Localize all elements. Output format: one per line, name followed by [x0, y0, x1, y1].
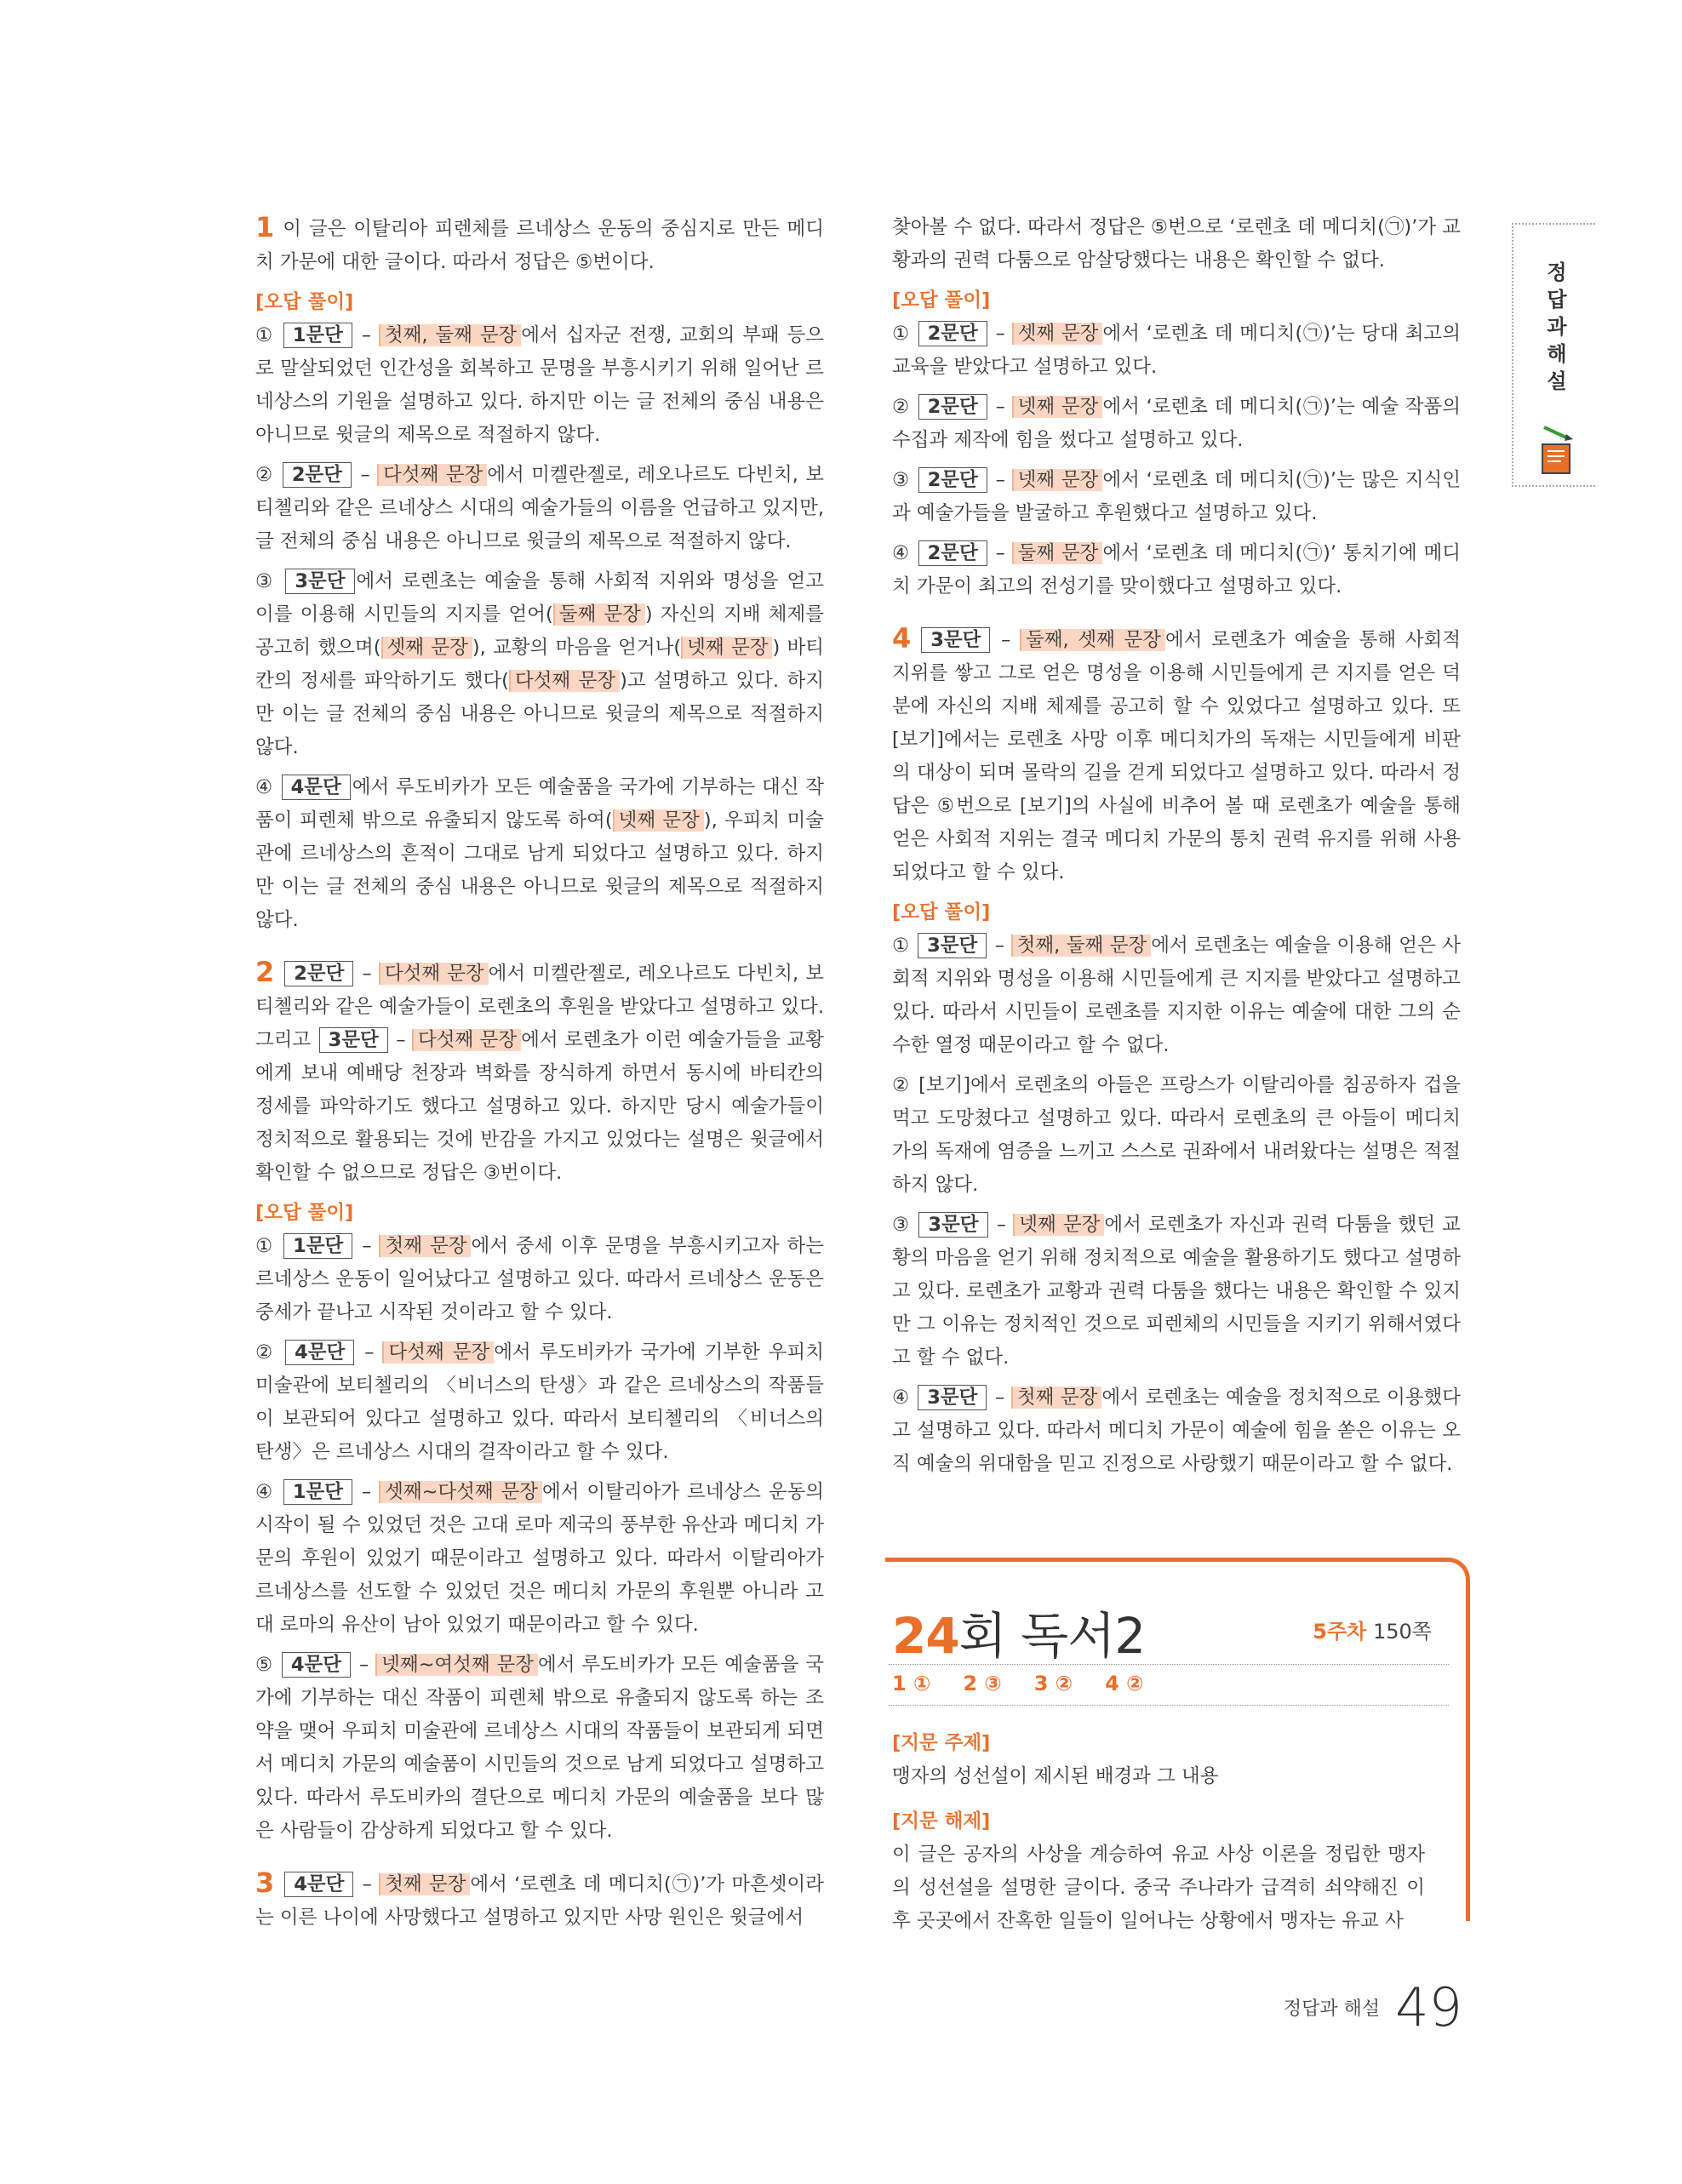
- explain-heading: [지문 해제]: [892, 1810, 991, 1832]
- paragraph-tag: 3문단: [319, 1027, 388, 1053]
- paragraph-tag: 1문단: [283, 1479, 352, 1505]
- paragraph-tag: 2문단: [918, 540, 987, 566]
- sentence-highlight: 셋째 문장: [381, 637, 472, 659]
- q3-item-4: ④ 2문단 – 둘째 문장 에서 ‘로렌초 데 메디치(㉠)’ 통치기에 메디치 가문이 최고의 전성기를 맞이했다고 설명하고 있다.: [892, 542, 1462, 597]
- wrong-answer-heading: [오답 풀이]: [892, 289, 991, 312]
- page-number: 49: [1395, 1976, 1462, 2038]
- sentence-highlight: 넷째 문장: [613, 809, 704, 832]
- paragraph-tag: 3문단: [918, 933, 987, 958]
- paragraph-tag: 3문단: [918, 1385, 987, 1410]
- q2-item-4: ⑤ 4문단 – 넷째~여섯째 문장 에서 루도비카가 모든 예술품을 국가에 기부하는 대신 작품이 피렌체 밖으로 유출되지 않도록 하는 조약을 맺어 우피치 미술관에 르네상스 시대의 작품들이 보관되게 되면서 메디치 가문의 예술품이 시민들의 것으로 남게 되었다고 설명하고 있다. 따라서 루도비카의 결단으로 메디치 가문의 예술품을 보다 많은 사람들이 감상하게 되었다고 할 수 있다.: [255, 1654, 824, 1842]
- paragraph-tag: 4문단: [285, 1340, 354, 1365]
- paragraph-tag: 1문단: [283, 323, 352, 348]
- q1-item-2: ② 2문단 – 다섯째 문장 에서 미켈란젤로, 레오나르도 다빈치, 보티첼리와 같은 르네상스 시대의 예술가들의 이름을 언급하고 있지만, 글 전체의 중심 내용은 아니므로 윗글의 제목으로 적절하지 않다.: [255, 464, 825, 552]
- sentence-highlight: 셋째 문장: [1012, 323, 1103, 345]
- topic-heading: [지문 주제]: [892, 1732, 991, 1754]
- sentence-highlight: 첫째, 둘째 문장: [379, 324, 521, 346]
- q1-item-3: ③ 3문단 에서 로렌초는 예술을 통해 사회적 지위와 명성을 얻고 이를 이용해 시민들의 지지를 얻어( 둘째 문장 ) 자신의 지배 체제를 공고히 했으며( 셋째 문장 ), 교황의 마음을 얻거나( 넷째 문장 ) 바티칸의 정세를 파악하기도 했다( 다섯째 문장 )고 설명하고 있다. 하지만 이는 글 전체의 중심 내용은 아니므로 윗글의 제목으로 적절하지 않다.: [255, 570, 825, 758]
- q2-item-1: ① 1문단 – 첫째 문장 에서 중세 이후 문명을 부흥시키고자 하는 르네상스 운동이 일어났다고 설명하고 있다. 따라서 르네상스 운동은 중세가 끝나고 시작된 것이라고 할 수 있다.: [255, 1235, 825, 1324]
- q4-item-4: ④ 3문단 – 첫째 문장 에서 로렌초는 예술을 정치적으로 이용했다고 설명하고 있다. 따라서 메디치 가문이 예술에 힘을 쏟은 이유는 오직 예술의 위대함을 믿고 진정으로 사랑했기 때문이라고 할 수 없다.: [892, 1386, 1462, 1475]
- answer-card: [885, 1558, 1470, 1932]
- sentence-highlight: 셋째~다섯째 문장: [379, 1481, 542, 1503]
- question-number: 3: [255, 1867, 275, 1899]
- sentence-highlight: 둘째 문장: [553, 603, 645, 626]
- q2-item-2: ② 4문단 – 다섯째 문장 에서 루도비카가 국가에 기부한 우피치 미술관에 보티첼리의 〈비너스의 탄생〉과 같은 르네상스의 작품들이 보관되어 있다고 설명하고 있다. 따라서 보티첼리의 〈비너스의 탄생〉은 르네상스 시대의 걸작이라고 할 수 있다.: [255, 1341, 825, 1463]
- q4-item-2: ② [보기]에서 로렌초의 아들은 프랑스가 이탈리아를 침공하자 겁을 먹고 도망쳤다고 설명하고 있다. 따라서 로렌초의 큰 아들이 메디치가의 독재에 염증을 느끼고 스스로 권좌에서 내려왔다는 설명은 적절하지 않다.: [892, 1074, 1461, 1196]
- sentence-highlight: 첫째 문장: [379, 1873, 470, 1895]
- sentence-highlight: 다섯째 문장: [379, 963, 489, 985]
- sentence-highlight: 넷째 문장: [1012, 469, 1103, 491]
- card-title: 24회 독서2: [892, 1607, 1146, 1665]
- q1-answer: 1 이 글은 이탈리아 피렌체를 르네상스 운동의 중심지로 만든 메디치 가문에 대한 글이다. 따라서 정답은 ⑤번이다.: [255, 211, 824, 273]
- left-column: [255, 211, 824, 1941]
- paragraph-tag: 3문단: [918, 1212, 987, 1238]
- q2-item-3: ④ 1문단 – 셋째~다섯째 문장 에서 이탈리아가 르네상스 운동의 시작이 될 수 있었던 것은 고대 로마 제국의 풍부한 유산과 메디치 가문의 후원이 있었기 때문이라고 설명하고 있다. 따라서 이탈리아가 르네상스를 선도할 수 있었던 것은 메디치 가문의 후원뿐 아니라 고대 로마의 유산이 남아 있었기 때문이라고 할 수 있다.: [255, 1481, 825, 1636]
- sentence-highlight: 다섯째 문장: [382, 1341, 494, 1364]
- card-body: [892, 1722, 1425, 1938]
- question-number: 4: [892, 622, 912, 655]
- paragraph-tag: 3문단: [921, 627, 990, 653]
- q3-item-3: ③ 2문단 – 넷째 문장 에서 ‘로렌초 데 메디치(㉠)’는 많은 지식인과 예술가들을 발굴하고 후원했다고 설명하고 있다.: [892, 469, 1462, 524]
- q4-item-1: ① 3문단 – 첫째, 둘째 문장 에서 로렌초는 예술을 이용해 얻은 사회적 지위와 명성을 이용해 시민들에게 큰 지지를 받았다고 설명하고 있다. 따라서 시민들이 로렌초를 지지한 이유는 예술에 대한 그의 순수한 열정 때문이라고 할 수 없다.: [892, 935, 1461, 1056]
- paragraph-tag: 3문단: [285, 569, 354, 594]
- explain-text: 이 글은 공자의 사상을 계승하여 유교 사상 이론을 정립한 맹자의 성선설을 설명한 글이다. 중국 주나라가 급격히 쇠약해진 이후 곳곳에서 잔혹한 일들이 일어나는 상황에서 맹자는 유교 사: [892, 1844, 1425, 1932]
- section-side-tab: [1512, 223, 1595, 487]
- q2-answer: 2 2문단 – 다섯째 문장 에서 미켈란젤로, 레오나르도 다빈치, 보티첼리와 같은 예술가들이 로렌초의 후원을 받았다고 설명하고 있다. 그리고 3문단 – 다섯째 문장 에서 로렌초가 이런 예술가들을 교황에게 보내 예배당 천장과 벽화를 장식하게 하면서 동시에 바티칸의 정세를 파악하기도 했다고 설명하고 있다. 하지만 당시 예술가들이 정치적으로 활용되는 것에 반감을 가지고 있었다는 설명은 윗글에서 확인할 수 없으므로 정답은 ③번이다.: [255, 956, 825, 1184]
- paragraph-tag: 2문단: [918, 467, 987, 493]
- wrong-answer-heading: [오답 풀이]: [255, 291, 354, 313]
- wrong-answer-heading: [오답 풀이]: [892, 901, 991, 923]
- side-tab-label: 정답과해설: [1547, 260, 1567, 393]
- sentence-highlight: 다섯째 문장: [377, 464, 487, 486]
- q3-item-1: ① 2문단 – 셋째 문장 에서 ‘로렌초 데 메디치(㉠)’는 당대 최고의 교육을 받았다고 설명하고 있다.: [892, 323, 1462, 378]
- paragraph-tag: 4문단: [282, 775, 351, 800]
- q4-answer: 4 3문단 – 둘째, 셋째 문장 에서 로렌초가 예술을 통해 사회적 지위를 쌓고 그로 얻은 명성을 이용해 시민들에게 큰 지지를 얻은 덕분에 자신의 지배 체제를 공고히 할 수 있었다고 설명하고 있다. 또 [보기]에서는 로렌초 사망 이후 메디치가의 독재는 시민들에게 비판의 대상이 되며 몰락의 길을 걷게 되었다고 설명하고 있다. 따라서 정답은 ⑤번으로 [보기]의 사실에 비추어 볼 때 로렌초가 예술을 통해 얻은 사회적 지위는 결국 메디치 가문의 통치 권력 유지를 위해 사용되었다고 할 수 있다.: [892, 622, 1461, 883]
- q3-item-2: ② 2문단 – 넷째 문장 에서 ‘로렌초 데 메디치(㉠)’는 예술 작품의 수집과 제작에 힘을 썼다고 설명하고 있다.: [892, 396, 1462, 451]
- paragraph-tag: 4문단: [282, 1652, 351, 1678]
- sentence-highlight: 첫째 문장: [1011, 1386, 1102, 1409]
- sentence-highlight: 넷째 문장: [1013, 1214, 1104, 1236]
- sentence-highlight: 다섯째 문장: [412, 1029, 521, 1051]
- sentence-highlight: 넷째~여섯째 문장: [375, 1654, 538, 1676]
- book-pencil-icon: [1537, 419, 1575, 482]
- footer-label: 정답과 해설: [1283, 1998, 1381, 2020]
- paragraph-tag: 4문단: [284, 1872, 353, 1897]
- paragraph-tag: 2문단: [283, 462, 352, 488]
- paragraph-tag: 2문단: [284, 961, 353, 986]
- q1-item-1: ① 1문단 – 첫째, 둘째 문장 에서 십자군 전쟁, 교회의 부패 등으로 말살되었던 인간성을 회복하고 문명을 부흥시키기 위해 일어난 르네상스의 기원을 설명하고 있다. 하지만 이는 글 전체의 중심 내용은 아니므로 윗글의 제목으로 적절하지 않다.: [255, 324, 825, 446]
- sentence-highlight: 둘째 문장: [1012, 542, 1103, 564]
- paragraph-tag: 2문단: [918, 394, 987, 420]
- sentence-highlight: 첫째 문장: [379, 1235, 471, 1257]
- topic-text: 맹자의 성선설이 제시된 배경과 그 내용: [892, 1765, 1219, 1787]
- q3-continued: 찾아볼 수 없다. 따라서 정답은 ⑤번으로 ‘로렌초 데 메디치(㉠)’가 교황과의 권력 다툼으로 암살당했다는 내용은 확인할 수 없다.: [892, 216, 1461, 272]
- sentence-highlight: 넷째 문장: [1012, 396, 1103, 418]
- q1-item-4: ④ 4문단 에서 루도비카가 모든 예술품을 국가에 기부하는 대신 작품이 피렌체 밖으로 유출되지 않도록 하여( 넷째 문장 ), 우피치 미술관에 르네상스의 흔적이 그대로 남게 되었다고 설명하고 있다. 하지만 이는 글 전체의 중심 내용은 아니므로 윗글의 제목으로 적절하지 않다.: [255, 776, 825, 931]
- sentence-highlight: 다섯째 문장: [509, 670, 620, 692]
- answer-key: 1 ① 2 ③ 3 ② 4 ②: [892, 1672, 1144, 1695]
- question-number: 1: [255, 211, 275, 243]
- sentence-highlight: 넷째 문장: [681, 637, 772, 659]
- question-number: 2: [255, 956, 275, 988]
- paragraph-tag: 1문단: [283, 1233, 352, 1259]
- right-column: [892, 211, 1461, 1488]
- q3-answer: 3 4문단 – 첫째 문장 에서 ‘로렌초 데 메디치(㉠)’가 마흔셋이라는 이른 나이에 사망했다고 설명하고 있지만 사망 원인은 윗글에서: [255, 1867, 825, 1929]
- card-week-page: 5주차 150쪽: [1313, 1620, 1432, 1644]
- wrong-answer-heading: [오답 풀이]: [255, 1202, 354, 1224]
- q4-item-3: ③ 3문단 – 넷째 문장 에서 로렌초가 자신과 권력 다툼을 했던 교황의 마음을 얻기 위해 정치적으로 예술을 활용하기도 했다고 설명하고 있다. 로렌초가 교황과 권력 다툼을 했다는 내용은 확인할 수 있지만 그 이유는 정치적인 것으로 피렌체의 시민들을 지키기 위해서였다고 할 수 없다.: [892, 1214, 1462, 1369]
- sentence-highlight: 첫째, 둘째 문장: [1011, 935, 1152, 957]
- page-footer: [1284, 1976, 1462, 2038]
- sentence-highlight: 둘째, 셋째 문장: [1020, 629, 1165, 651]
- paragraph-tag: 2문단: [918, 321, 987, 346]
